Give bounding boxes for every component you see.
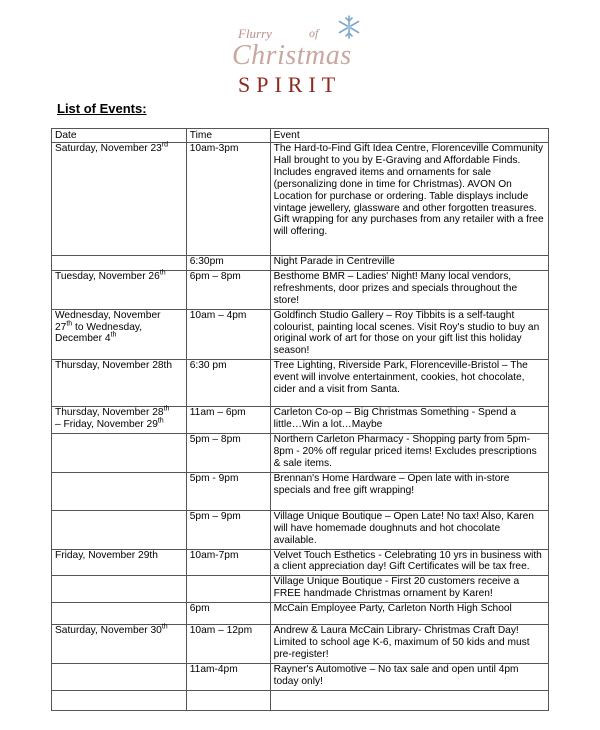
row-time: 10am-3pm bbox=[186, 143, 270, 256]
table-row bbox=[52, 472, 549, 510]
row-event: Andrew & Laura McCain Library- Christmas Craft Day! Limited to school age K-6, maximum of 50 kids and must pre-register! bbox=[270, 625, 548, 664]
row-event: Goldfinch Studio Gallery – Roy Tibbits is a self-taught colourist, painting local scenes. Visit Roy's studio to buy an original work of art for those on your gift list this holiday season! bbox=[270, 309, 548, 360]
row-event: Velvet Touch Esthetics - Celebrating 10 yrs in business with a client appreciation day! Gift Certificates will be tax free. bbox=[270, 549, 548, 576]
row-event: McCain Employee Party, Carleton North High School bbox=[270, 603, 548, 625]
table-row bbox=[52, 576, 549, 603]
header-date: Date bbox=[52, 129, 187, 143]
row-date bbox=[52, 603, 187, 625]
row-event: Village Unique Boutique - First 20 customers receive a FREE handmade Christmas ornament by Karen! bbox=[270, 576, 548, 603]
row-event: Brennan's Home Hardware – Open late with in-store specials and free gift wrapping! bbox=[270, 472, 548, 510]
table-row bbox=[52, 270, 549, 309]
row-date bbox=[52, 472, 187, 510]
row-time: 6:30pm bbox=[186, 256, 270, 271]
table-row bbox=[52, 690, 549, 710]
row-event: Northern Carleton Pharmacy - Shopping party from 5pm-8pm - 20% off regular priced items! Excludes prescriptions & sale items. bbox=[270, 434, 548, 473]
table-row bbox=[52, 256, 549, 271]
row-event: Carleton Co-op – Big Christmas Something - Spend a little…Win a lot…Maybe bbox=[270, 407, 548, 434]
row-time: 11am-4pm bbox=[186, 663, 270, 690]
row-date bbox=[52, 434, 187, 473]
logo-christmas-text: Christmas bbox=[232, 40, 352, 71]
row-time bbox=[186, 576, 270, 603]
table-row bbox=[52, 549, 549, 576]
flurry-of-christmas-spirit-logo bbox=[226, 14, 376, 97]
row-time bbox=[186, 690, 270, 710]
table-row bbox=[52, 510, 549, 549]
row-date: Thursday, November 28th bbox=[52, 360, 187, 407]
row-event bbox=[270, 690, 548, 710]
section-title: List of Events: bbox=[57, 101, 147, 116]
row-date: Tuesday, November 26th bbox=[52, 270, 187, 309]
table-row bbox=[52, 407, 549, 434]
row-time: 5pm – 8pm bbox=[186, 434, 270, 473]
row-date bbox=[52, 690, 187, 710]
row-time: 6pm – 8pm bbox=[186, 270, 270, 309]
row-date: Wednesday, November 27th to Wednesday, December 4th bbox=[52, 309, 187, 360]
snowflake-icon bbox=[334, 14, 364, 40]
row-time: 10am – 12pm bbox=[186, 625, 270, 664]
row-date: Thursday, November 28th – Friday, November 29th bbox=[52, 407, 187, 434]
table-row bbox=[52, 625, 549, 664]
row-date: Friday, November 29th bbox=[52, 549, 187, 576]
table-row bbox=[52, 143, 549, 256]
row-time: 5pm - 9pm bbox=[186, 472, 270, 510]
row-event: Tree Lighting, Riverside Park, Florenceville-Bristol – The event will involve entertainment, cookies, hot chocolate, cider and a visit from Santa. bbox=[270, 360, 548, 407]
row-date bbox=[52, 256, 187, 271]
row-event: Night Parade in Centreville bbox=[270, 256, 548, 271]
table-row bbox=[52, 360, 549, 407]
row-event: The Hard-to-Find Gift Idea Centre, Florenceville Community Hall brought to you by E-Graving and Affordable Finds. Includes engraved items and ornaments for sale (personalizing done in time for Christmas). AVON On Location for purchase or ordering. Table displays include vintage jewellery, glassware and other forgotten treasures. Gift wrapping for any purchases from any retailer with a free will offering. bbox=[270, 143, 548, 256]
row-time: 6:30 pm bbox=[186, 360, 270, 407]
table-row bbox=[52, 309, 549, 360]
row-date bbox=[52, 576, 187, 603]
row-event: Village Unique Boutique – Open Late! No tax! Also, Karen will have homemade doughnuts and hot chocolate available. bbox=[270, 510, 548, 549]
row-date: Saturday, November 30th bbox=[52, 625, 187, 664]
row-date bbox=[52, 663, 187, 690]
header-event: Event bbox=[270, 129, 548, 143]
logo-flurry-text: Flurry bbox=[238, 26, 272, 41]
row-date bbox=[52, 510, 187, 549]
row-time: 11am – 6pm bbox=[186, 407, 270, 434]
table-row bbox=[52, 434, 549, 473]
events-table bbox=[51, 128, 549, 711]
row-date: Saturday, November 23rd bbox=[52, 143, 187, 256]
table-header-row bbox=[52, 129, 549, 143]
row-time: 10am – 4pm bbox=[186, 309, 270, 360]
logo-spirit-text: SPIRIT bbox=[238, 72, 342, 97]
header-time: Time bbox=[186, 129, 270, 143]
row-time: 5pm – 9pm bbox=[186, 510, 270, 549]
table-row bbox=[52, 603, 549, 625]
table-row bbox=[52, 663, 549, 690]
row-event: Besthome BMR – Ladies' Night! Many local vendors, refreshments, door prizes and specials throughout the store! bbox=[270, 270, 548, 309]
row-time: 10am-7pm bbox=[186, 549, 270, 576]
row-event: Rayner's Automotive – No tax sale and open until 4pm today only! bbox=[270, 663, 548, 690]
row-time: 6pm bbox=[186, 603, 270, 625]
logo-of-text: of bbox=[309, 26, 319, 40]
